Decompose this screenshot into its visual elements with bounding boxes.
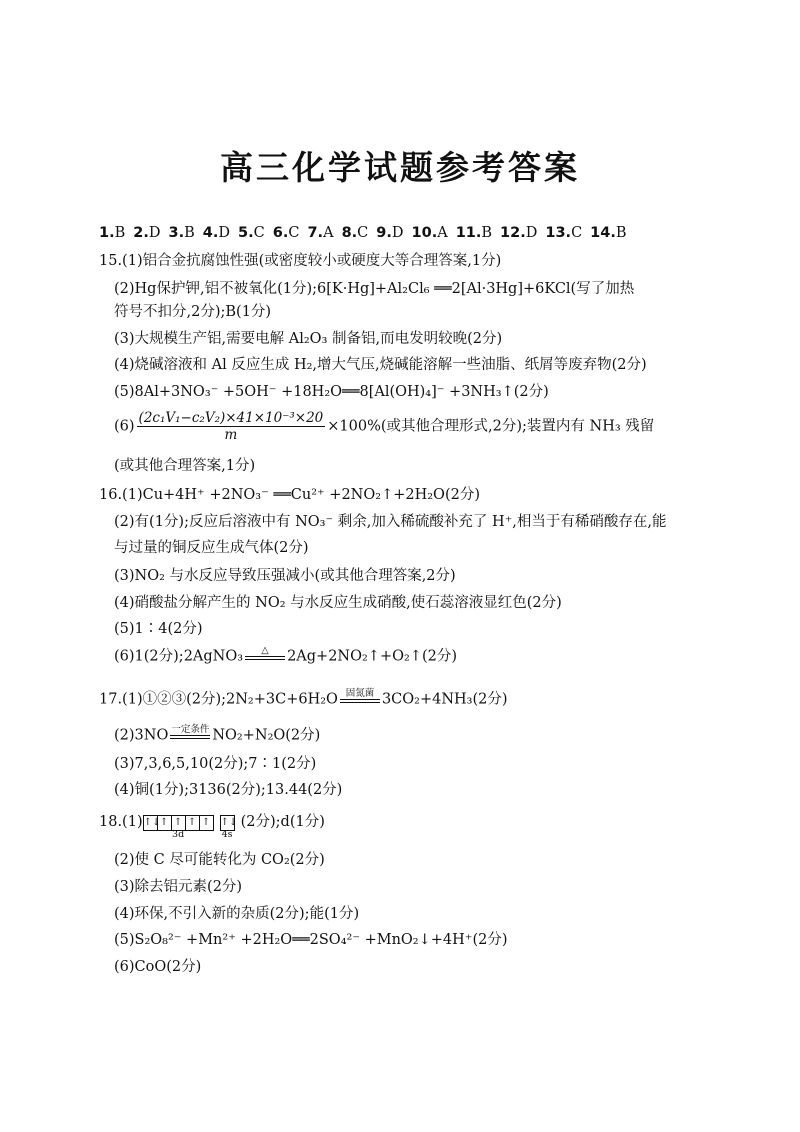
mc-letter: A — [323, 225, 334, 241]
q15-line-5: (4)烧碱溶液和 Al 反应生成 H₂,增大气压,烧碱能溶解一些油脂、纸屑等废弃物(2分) — [114, 357, 647, 373]
q16-line-7-suffix: 2Ag+2NO₂↑+O₂↑(2分) — [287, 648, 457, 665]
q15-line-6: (5)8Al+3NO₃⁻ +5OH⁻ +18H₂O══8[Al(OH)₄]⁻ +3NH₃↑(2分) — [114, 384, 549, 400]
certain-condition-arrow — [170, 725, 210, 745]
mc-number: 7. — [307, 225, 324, 241]
q18-line-2: (2)使 C 尽可能转化为 CO₂(2分) — [114, 852, 325, 868]
q16-line-2: (2)有(1分);反应后溶液中有 NO₃⁻ 剩余,加入稀硫酸补充了 H⁺,相当于有稀硝酸存在,能 — [114, 514, 667, 530]
mc-letter: C — [357, 225, 369, 241]
mc-number: 4. — [202, 225, 219, 241]
mc-number: 2. — [133, 225, 149, 241]
q18-line-4: (4)环保,不引入新的杂质(2分);能(1分) — [114, 906, 360, 922]
q15-line-8: (或其他合理答案,1分) — [114, 458, 256, 474]
q18-line-5: (5)S₂O₈²⁻ +Mn²⁺ +2H₂O══2SO₄²⁻ +MnO₂↓+4H⁺(2分) — [114, 932, 508, 948]
q17-line-1-suffix: 3CO₂+4NH₃(2分) — [381, 691, 508, 708]
q18-line-1 — [99, 813, 325, 840]
orbital-box: ↑↓ — [143, 817, 161, 828]
heat-symbol: △ — [261, 645, 269, 656]
mc-number: 6. — [272, 225, 289, 241]
q16-line-7 — [114, 646, 457, 666]
mc-number: 3. — [168, 225, 185, 241]
mc-number: 14. — [590, 225, 616, 241]
q15-fraction-numerator: (2c₁V₁−c₂V₂)×41×10⁻³×20 — [138, 410, 324, 426]
q17-line-1-prefix: 17.(1)①②③(2分);2N₂+3C+6H₂O — [99, 691, 338, 708]
mc-answer — [412, 225, 448, 241]
mc-number: 1. — [99, 225, 115, 241]
multiple-choice-answers — [99, 225, 635, 242]
mc-answer — [307, 225, 333, 241]
mc-number: 13. — [545, 225, 572, 241]
orbital-box: ↑ — [158, 816, 172, 830]
q17-line-2-suffix: NO₂+N₂O(2分) — [212, 727, 321, 744]
equals-sign — [245, 656, 285, 660]
mc-answer — [169, 225, 195, 241]
q15-line-4: (3)大规模生产铝,需要电解 Al₂O₃ 制备铝,而电发明较晚(2分) — [114, 331, 503, 347]
mc-answer — [273, 225, 300, 241]
mc-letter: D — [391, 225, 404, 241]
mc-letter: C — [571, 225, 583, 241]
mc-number: 5. — [238, 225, 254, 241]
page-title: 高三化学试题参考答案 — [220, 148, 580, 187]
condition-label: 固氮菌 — [345, 688, 375, 699]
equals-sign — [170, 735, 210, 739]
mc-number: 11. — [455, 225, 482, 241]
nitrogen-fixing-condition — [340, 689, 380, 709]
mc-number: 9. — [376, 225, 392, 241]
mc-answer — [500, 225, 537, 241]
heat-condition-arrow — [245, 646, 285, 666]
q16-line-7-prefix: (6)1(2分);2AgNO₃ — [114, 648, 244, 665]
equals-sign — [340, 699, 380, 703]
mc-letter: D — [218, 225, 231, 241]
condition-label: 一定条件 — [171, 724, 210, 735]
q15-line-7-prefix: (6) — [114, 418, 135, 435]
orbital-4s-diagram — [220, 813, 238, 840]
q15-line-7-suffix: ×100%(或其他合理形式,2分);装置内有 NH₃ 残留 — [327, 418, 655, 435]
mc-answer — [203, 225, 230, 241]
q18-line-6: (6)CoO(2分) — [114, 959, 202, 975]
q16-line-1: 16.(1)Cu+4H⁺ +2NO₃⁻ ══Cu²⁺ +2NO₂↑+2H₂O(2分) — [99, 487, 480, 503]
orbital-3d-label: 3d — [172, 829, 185, 840]
mc-number: 10. — [411, 225, 438, 241]
q15-line-1: 15.(1)铝合金抗腐蚀性强(或密度较小或硬度大等合理答案,1分) — [99, 253, 502, 269]
q16-line-4: (3)NO₂ 与水反应导致压强减小(或其他合理答案,2分) — [114, 568, 456, 584]
q16-line-3: 与过量的铜反应生成气体(2分) — [114, 540, 309, 556]
mc-answer — [376, 225, 403, 241]
orbital-box: ↑ — [186, 816, 200, 830]
q17-line-2-prefix: (2)3NO — [114, 727, 169, 744]
mc-letter: B — [114, 225, 126, 241]
orbital-box: ↑ — [172, 816, 186, 830]
orbital-3d-diagram — [143, 813, 214, 840]
mc-number: 8. — [341, 225, 358, 241]
mc-answer — [133, 225, 160, 241]
mc-answer — [590, 225, 626, 241]
q15-fraction-denominator: m — [224, 427, 238, 444]
orbital-4s-label: 4s — [221, 829, 233, 840]
q17-line-1 — [99, 689, 508, 709]
q15-line-7 — [114, 410, 654, 443]
mc-answer — [342, 225, 369, 241]
mc-answer — [456, 225, 492, 241]
q18-line-3: (3)除去铝元素(2分) — [114, 879, 243, 895]
q17-line-4: (4)铜(1分);3136(2分);13.44(2分) — [114, 782, 343, 798]
q17-line-3: (3)7,3,6,5,10(2分);7∶1(2分) — [114, 756, 317, 772]
mc-answer — [99, 225, 125, 241]
q15-line-3: 符号不扣分,2分);B(1分) — [114, 304, 272, 320]
mc-number: 12. — [500, 225, 526, 241]
mc-letter: D — [525, 225, 538, 241]
mc-letter: B — [615, 225, 627, 241]
orbital-box: ↑↓ — [220, 817, 238, 828]
orbital-box: ↑ — [201, 817, 211, 828]
q18-line-1-prefix: 18.(1) — [99, 814, 143, 830]
q15-fraction — [137, 410, 326, 443]
mc-letter: C — [253, 225, 265, 241]
mc-letter: C — [288, 225, 300, 241]
mc-answer — [545, 225, 582, 241]
q17-line-2 — [114, 725, 320, 745]
mc-letter: A — [437, 225, 448, 241]
mc-letter: B — [481, 225, 493, 241]
mc-letter: B — [184, 225, 195, 241]
q15-line-2: (2)Hg保护钾,铝不被氧化(1分);6[K·Hg]+Al₂Cl₆ ══2[Al·3Hg]+6KCl(写了加热 — [114, 281, 635, 297]
mc-letter: D — [148, 225, 161, 241]
q16-line-5: (4)硝酸盐分解产生的 NO₂ 与水反应生成硝酸,使石蕊溶液显红色(2分) — [114, 595, 562, 611]
q16-line-6: (5)1∶4(2分) — [114, 621, 203, 637]
q18-line-1-suffix: (2分);d(1分) — [240, 814, 325, 830]
mc-answer — [238, 225, 265, 241]
